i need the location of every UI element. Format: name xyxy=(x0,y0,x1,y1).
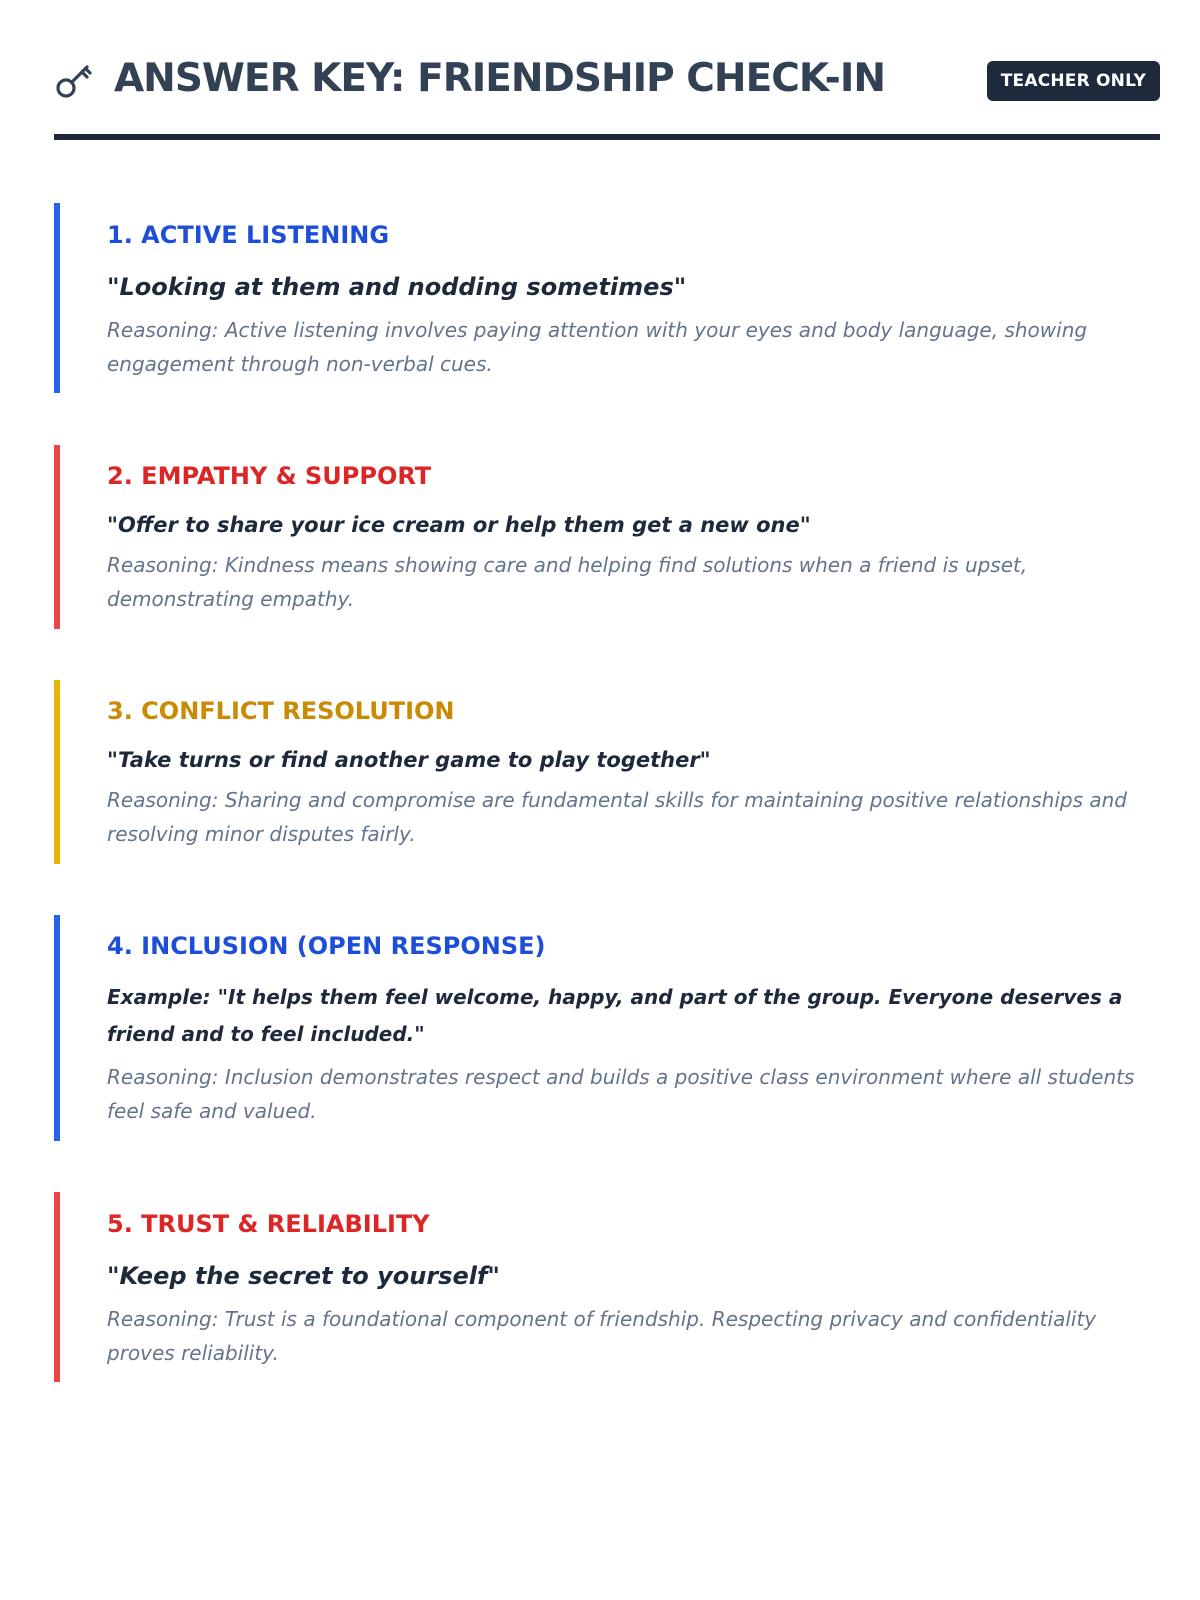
section-inclusion xyxy=(54,915,1160,1141)
section-answer: "Offer to share your ice cream or help them get a new one" xyxy=(107,513,811,537)
section-answer: Example: "It helps them feel welcome, happy, and part of the group. Everyone deserves a friend and to feel included." xyxy=(107,985,1123,1046)
section-reasoning: Reasoning: Trust is a foundational component of friendship. Respecting privacy and confidentiality proves reliability. xyxy=(107,1307,1097,1365)
section-heading: 2. EMPATHY & SUPPORT xyxy=(107,462,432,490)
section-answer: "Take turns or find another game to play together" xyxy=(107,748,711,772)
section-answer: "Looking at them and nodding sometimes" xyxy=(107,273,687,301)
section-reasoning: Reasoning: Inclusion demonstrates respect and builds a positive class environment where all students feel safe and valued. xyxy=(107,1065,1135,1123)
section-heading: 4. INCLUSION (OPEN RESPONSE) xyxy=(107,932,546,960)
section-reasoning: Reasoning: Sharing and compromise are fundamental skills for maintaining positive relationships and resolving minor disputes fairly. xyxy=(107,788,1127,846)
section-conflict-resolution xyxy=(54,680,1160,864)
section-reasoning: Reasoning: Kindness means showing care and helping find solutions when a friend is upset, demonstrating empathy. xyxy=(107,553,1028,611)
header-divider xyxy=(54,134,1160,140)
key-icon xyxy=(54,60,94,100)
page-title: ANSWER KEY: FRIENDSHIP CHECK-IN xyxy=(114,56,885,101)
section-heading: 5. TRUST & RELIABILITY xyxy=(107,1210,430,1238)
section-heading: 3. CONFLICT RESOLUTION xyxy=(107,697,455,725)
section-reasoning: Reasoning: Active listening involves paying attention with your eyes and body language, showing engagement through non-verbal cues. xyxy=(107,318,1088,376)
section-trust-reliability xyxy=(54,1192,1160,1382)
section-empathy-support xyxy=(54,445,1160,629)
section-answer: "Keep the secret to yourself" xyxy=(107,1262,500,1290)
section-active-listening xyxy=(54,203,1160,393)
teacher-only-badge: TEACHER ONLY xyxy=(987,61,1160,101)
page-header xyxy=(54,50,1160,106)
section-heading: 1. ACTIVE LISTENING xyxy=(107,221,390,249)
